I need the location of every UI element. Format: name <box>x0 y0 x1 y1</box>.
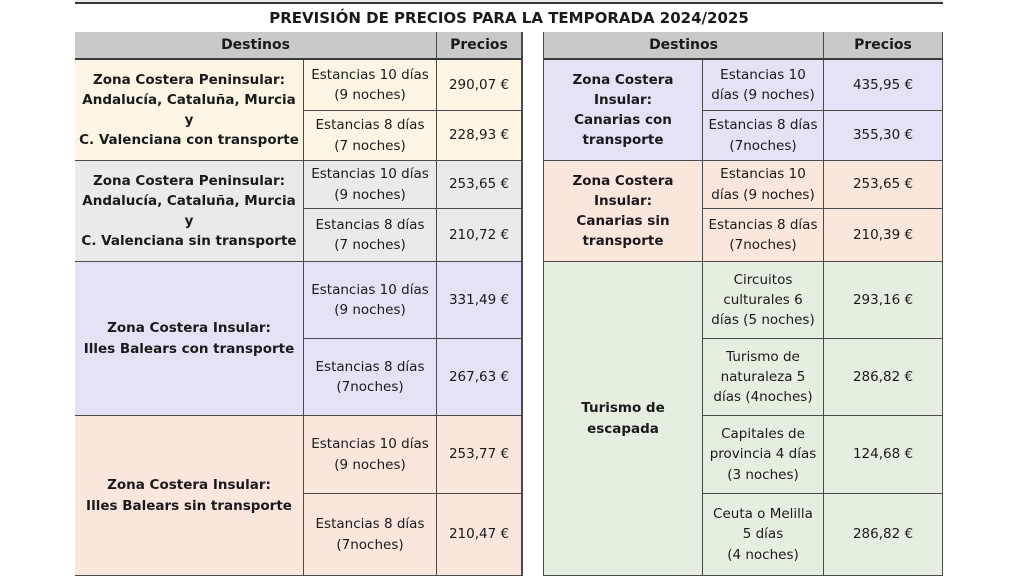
header-precios-right: Precios <box>824 32 943 60</box>
price-cell: 290,07 € <box>437 60 522 111</box>
zone-turismo-escapada: Turismo de escapada <box>544 262 703 576</box>
stay-cell: Circuitos culturales 6 días (5 noches) <box>703 262 824 339</box>
price-cell: 293,16 € <box>824 262 943 339</box>
stay-cell: Estancias 8 días (7noches) <box>703 111 824 161</box>
stay-cell: Turismo de naturaleza 5 días (4noches) <box>703 339 824 416</box>
stay-cell: Estancias 10 días (9 noches) <box>703 60 824 111</box>
price-cell: 210,47 € <box>437 494 522 576</box>
stay-cell: Estancias 8 días (7 noches) <box>304 111 437 161</box>
price-cell: 355,30 € <box>824 111 943 161</box>
price-cell: 331,49 € <box>437 262 522 339</box>
zone-peninsular-con-transporte: Zona Costera Peninsular: Andalucía, Cataluña, Murcia y C. Valenciana con transporte <box>75 60 304 161</box>
stay-cell: Estancias 8 días (7noches) <box>304 339 437 416</box>
header-precios-left: Precios <box>437 32 522 60</box>
stay-cell: Estancias 10 días (9 noches) <box>304 262 437 339</box>
column-gap <box>522 32 544 576</box>
stay-cell: Estancias 8 días (7noches) <box>703 209 824 262</box>
price-cell: 228,93 € <box>437 111 522 161</box>
price-cell: 210,72 € <box>437 209 522 262</box>
price-cell: 267,63 € <box>437 339 522 416</box>
price-cell: 286,82 € <box>824 339 943 416</box>
zone-peninsular-sin-transporte: Zona Costera Peninsular: Andalucía, Cataluña, Murcia y C. Valenciana sin transporte <box>75 161 304 262</box>
stay-cell: Estancias 10 días (9 noches) <box>304 60 437 111</box>
price-cell: 210,39 € <box>824 209 943 262</box>
price-cell: 124,68 € <box>824 416 943 494</box>
stay-cell: Estancias 8 días (7noches) <box>304 494 437 576</box>
table-title: PREVISIÓN DE PRECIOS PARA LA TEMPORADA 2024/2025 <box>75 2 943 34</box>
stay-cell: Estancias 10 días (9 noches) <box>703 161 824 209</box>
stay-cell: Estancias 10 días (9 noches) <box>304 416 437 494</box>
price-cell: 253,77 € <box>437 416 522 494</box>
header-destinos-left: Destinos <box>75 32 437 60</box>
price-cell: 253,65 € <box>824 161 943 209</box>
zone-canarias-sin-transporte: Zona Costera Insular: Canarias sin transporte <box>544 161 703 262</box>
stay-cell: Estancias 8 días (7 noches) <box>304 209 437 262</box>
price-cell: 253,65 € <box>437 161 522 209</box>
stay-cell: Ceuta o Melilla 5 días (4 noches) <box>703 494 824 576</box>
price-table-sheet <box>75 0 943 576</box>
zone-baleares-sin-transporte: Zona Costera Insular: Illes Balears sin transporte <box>75 416 304 576</box>
header-destinos-right: Destinos <box>544 32 824 60</box>
stay-cell: Capitales de provincia 4 días (3 noches) <box>703 416 824 494</box>
price-cell: 435,95 € <box>824 60 943 111</box>
zone-baleares-con-transporte: Zona Costera Insular: Illes Balears con transporte <box>75 262 304 416</box>
price-cell: 286,82 € <box>824 494 943 576</box>
stay-cell: Estancias 10 días (9 noches) <box>304 161 437 209</box>
zone-canarias-con-transporte: Zona Costera Insular: Canarias con transporte <box>544 60 703 161</box>
